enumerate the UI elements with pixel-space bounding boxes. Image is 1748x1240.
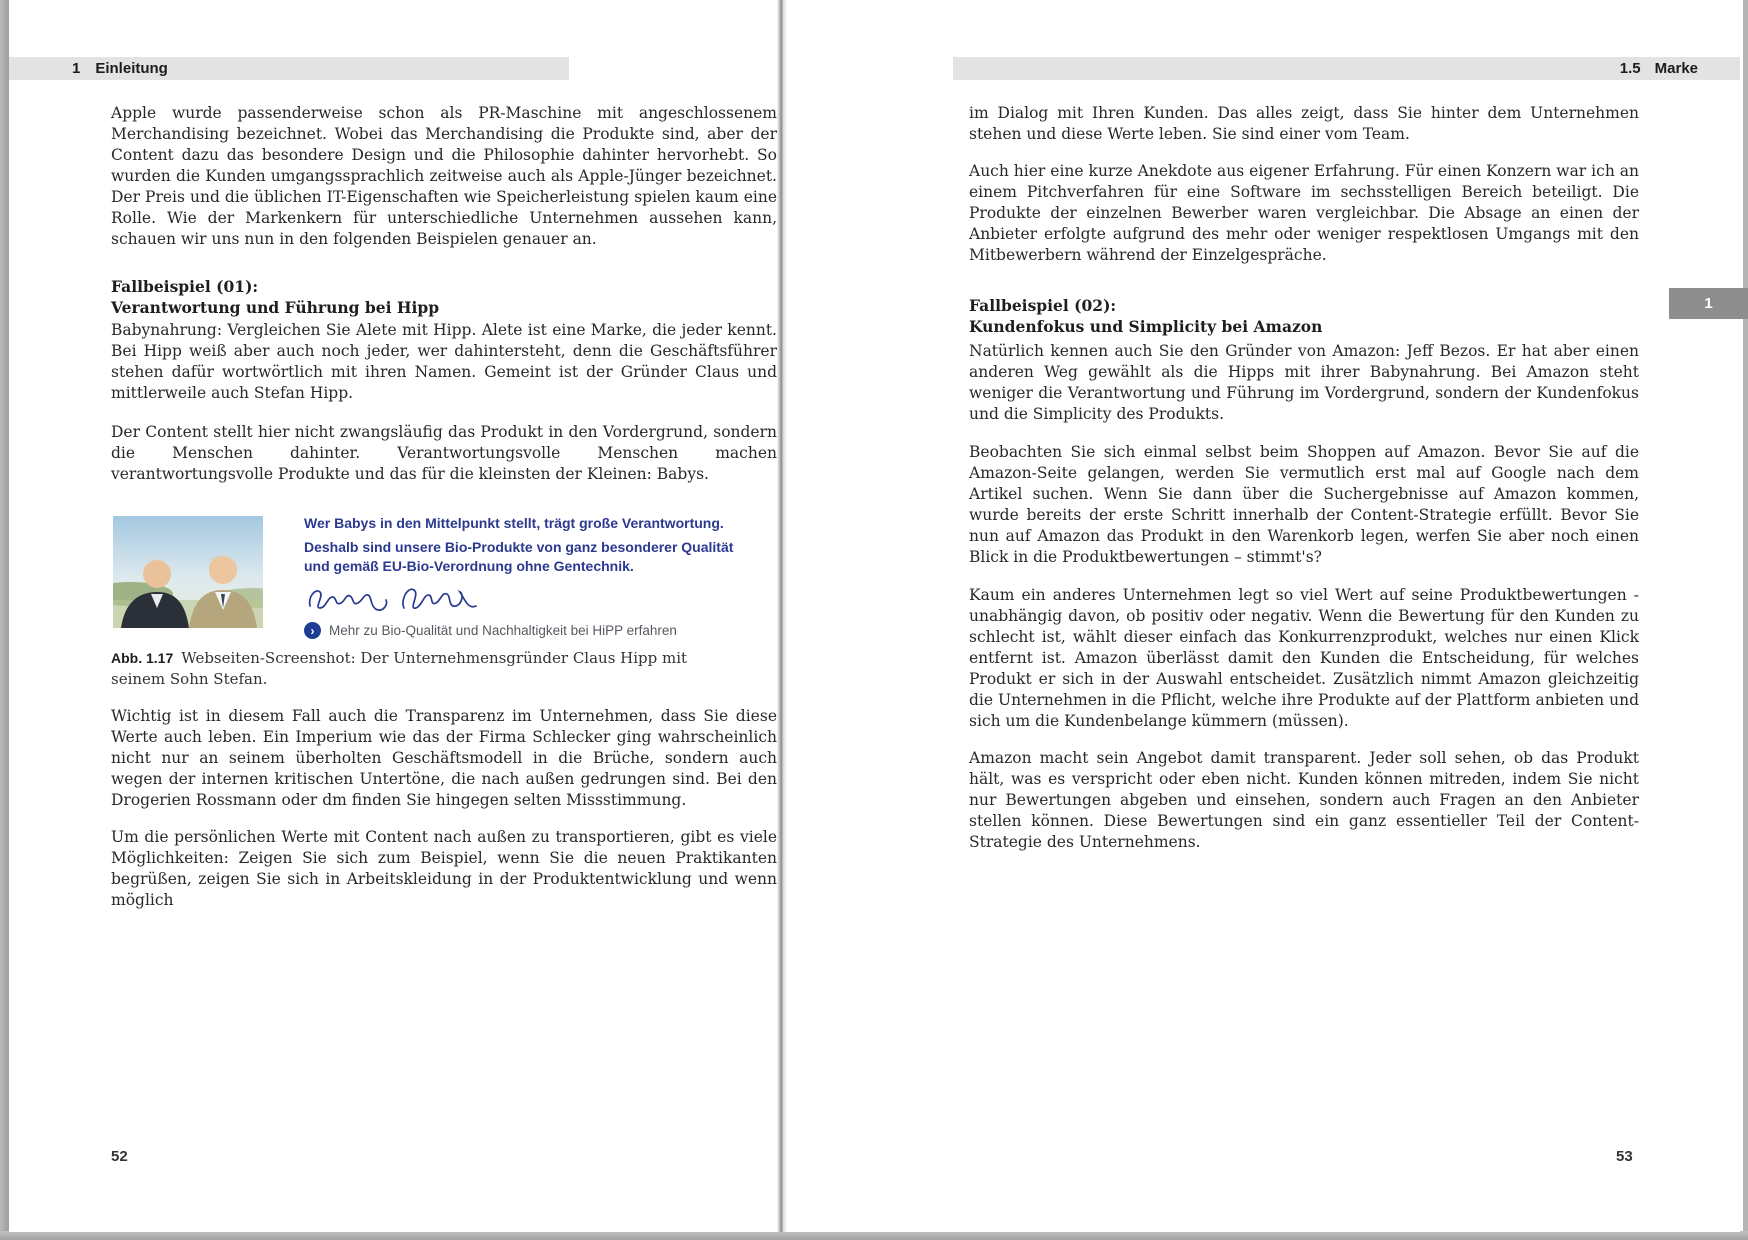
figure-caption — [111, 648, 723, 690]
case-title: Kundenfokus und Simplicity bei Amazon — [969, 317, 1323, 336]
section-title: Marke — [1654, 60, 1698, 77]
hipp-headline: Wer Babys in den Mittelpunkt stellt, trägt große Verantwortung. — [304, 515, 724, 531]
paragraph-apple: Apple wurde passenderweise schon als PR-Maschine mit angeschlossenem Merchandising bezeichnet. Wobei das Merchandising die Produkte sind, aber der Content dazu das besondere Design und die Philosophie dahinter hervorhebt. So wurden die Kunden umgangssprachlich zeitweise auch als Apple-Jünger bezeichnet. Der Preis und die üblichen IT-Eigenschaften wie Speicherleistung spielen kaum eine Rolle. Wie der Markenkern für unterschiedliche Unternehmen aussehen kann, schauen wir uns nun in den folgenden Beispielen genauer an. — [111, 104, 777, 248]
page-number-left: 52 — [111, 1148, 128, 1165]
page-gutter — [777, 0, 787, 1232]
paragraph-anekdote: Auch hier eine kurze Anekdote aus eigener Erfahrung. Für einen Konzern war ich an einem Pitchverfahren für eine Software im sechsstelligen Bereich beteiligt. Die Produkte der einzelnen Bewerber waren vergleichbar. Die Absage an einen der Anbieter erfolgte aufgrund des mehr oder weniger respektlosen Umgangs mit den Mitbewerbern während der Einzelgespräche. — [969, 162, 1639, 264]
paragraph-persoenliche-werte: Um die persönlichen Werte mit Content nach außen zu transportieren, gibt es viele Möglichkeiten: Zeigen Sie sich zum Beispiel, wenn Sie die neuen Praktikanten begrüßen, zeigen Sie sich in Arbeitskleidung in der Produktentwicklung und wenn möglich — [111, 828, 777, 909]
case-study-heading-2 — [969, 295, 1639, 337]
paragraph-shoppen: Beobachten Sie sich einmal selbst beim Shoppen auf Amazon. Bevor Sie auf die Amazon-Seite gelangen, werden Sie vermutlich erst mal auf Google nach dem Artikel suchen. Wenn Sie dann über die Suchergebnisse auf Amazon kommen, wurde bereits der erste Schritt innerhalb der Content-Strategie erfüllt. Bevor Sie nun auf Amazon das Produkt in den Warenkorb legen, werfen Sie aber noch einen Blick in die Produktbewertungen – stimmt's? — [969, 443, 1639, 566]
chapter-title: Einleitung — [95, 60, 168, 77]
case-study-heading-1 — [111, 276, 777, 318]
page-number-right: 53 — [1616, 1148, 1633, 1165]
left-running-header — [9, 57, 569, 80]
hipp-screenshot-text — [304, 514, 777, 639]
right-page — [787, 0, 1740, 1232]
paragraph-babynahrung: Babynahrung: Vergleichen Sie Alete mit Hipp. Alete ist eine Marke, die jeder kennt. Bei Hipp weiß aber auch noch jeder, wer dahintersteht, denn die Geschäftsführer stehen dafür wortwörtlich mit ihren Namen. Gemeint ist der Gründer Claus und mittlerweile auch Stefan Hipp. — [111, 321, 777, 402]
paragraph-content-menschen: Der Content stellt hier nicht zwangsläufig das Produkt in den Vordergrund, sondern die Menschen dahinter. Verantwortungsvolle Menschen machen verantwortungsvolle Produkte und das für die kleinsten der Kleinen: Babys. — [111, 423, 777, 483]
signature-strokes — [304, 582, 504, 618]
figure-caption-text: Webseiten-Screenshot: Der Unternehmensgründer Claus Hipp mit seinem Sohn Stefan. — [111, 649, 688, 688]
chevron-right-circle-icon: › — [304, 622, 321, 639]
paragraph-transparenz: Wichtig ist in diesem Fall auch die Transparenz im Unternehmen, dass Sie diese Werte auch leben. Ein Imperium wie das der Firma Schlecker ging wahrscheinlich nicht nur an seinem überholten Geschäftsmodell in die Brüche, sondern auch wegen der internen kritischen Untertöne, die nach außen gedrungen sind. Bei den Drogerien Rossmann oder dm finden Sie hingegen selten Missstimmung. — [111, 707, 777, 809]
hipp-link-label: Mehr zu Bio-Qualität und Nachhaltigkeit bei HiPP erfahren — [329, 623, 677, 638]
photo-illustration — [113, 516, 263, 628]
case-title: Verantwortung und Führung bei Hipp — [111, 298, 440, 317]
paragraph-transparent: Amazon macht sein Angebot damit transparent. Jeder soll sehen, ob das Produkt hält, was es verspricht oder eben nicht. Kunden können mitreden, indem Sie nicht nur Bewertungen abgeben und einsehen, sondern auch Fragen an den Anbieter stellen können. Diese Bewertungen sind ein ganz essentieller Teil der Content-Strategie des Unternehmens. — [969, 749, 1639, 851]
case-kicker: Fallbeispiel (01): — [111, 277, 259, 296]
paragraph-bezos: Natürlich kennen auch Sie den Gründer von Amazon: Jeff Bezos. Er hat aber einen anderen Weg gewählt als die Hipps mit ihrer Babynahrung. Bei Amazon steht weniger die Verantwortung und Führung im Vordergrund, sondern der Kundenfokus und die Simplicity des Produkts. — [969, 342, 1639, 423]
hipp-link[interactable] — [304, 622, 777, 639]
page-edge-right — [1743, 0, 1748, 1240]
page-edge-left — [0, 0, 9, 1240]
page-edge-bottom — [0, 1231, 1748, 1240]
right-running-header — [953, 57, 1740, 80]
chapter-thumb-tab: 1 — [1669, 288, 1748, 319]
paragraph-produktbewertungen: Kaum ein anderes Unternehmen legt so viel Wert auf seine Produktbewertungen - unabhängig davon, ob positiv oder negativ. Wenn die Bewertung für den Kunden zu schlecht ist, wählt dieser einfach das Konkurrenzprodukt, welches nur einen Klick entfernt ist. Amazon überlässt damit den Kunden die Entscheidung, für welches Produkt er sich in der Auswahl entscheidet. Zusätzlich nimmt Amazon gleichzeitig die Unternehmen in die Pflicht, welche ihre Produkte auf der Plattform anbieten und sich um die Kundenbelange kümmern (müssen). — [969, 586, 1639, 730]
left-page — [9, 0, 777, 1232]
figure-caption-label: Abb. 1.17 — [111, 650, 174, 666]
chapter-number: 1 — [72, 60, 81, 77]
case-kicker: Fallbeispiel (02): — [969, 296, 1117, 315]
paragraph-dialog: im Dialog mit Ihren Kunden. Das alles zeigt, dass Sie hinter dem Unternehmen stehen und diese Werte leben. Sie sind einer vom Team. — [969, 104, 1639, 143]
hipp-founders-photo — [113, 516, 263, 628]
hipp-subline: Deshalb sind unsere Bio-Produkte von ganz besonderer Qualität und gemäß EU-Bio-Verordnung ohne Gentechnik. — [304, 539, 734, 574]
section-number: 1.5 — [1619, 60, 1641, 77]
figure-hipp-website-screenshot — [113, 514, 777, 638]
hipp-signatures — [304, 582, 777, 618]
